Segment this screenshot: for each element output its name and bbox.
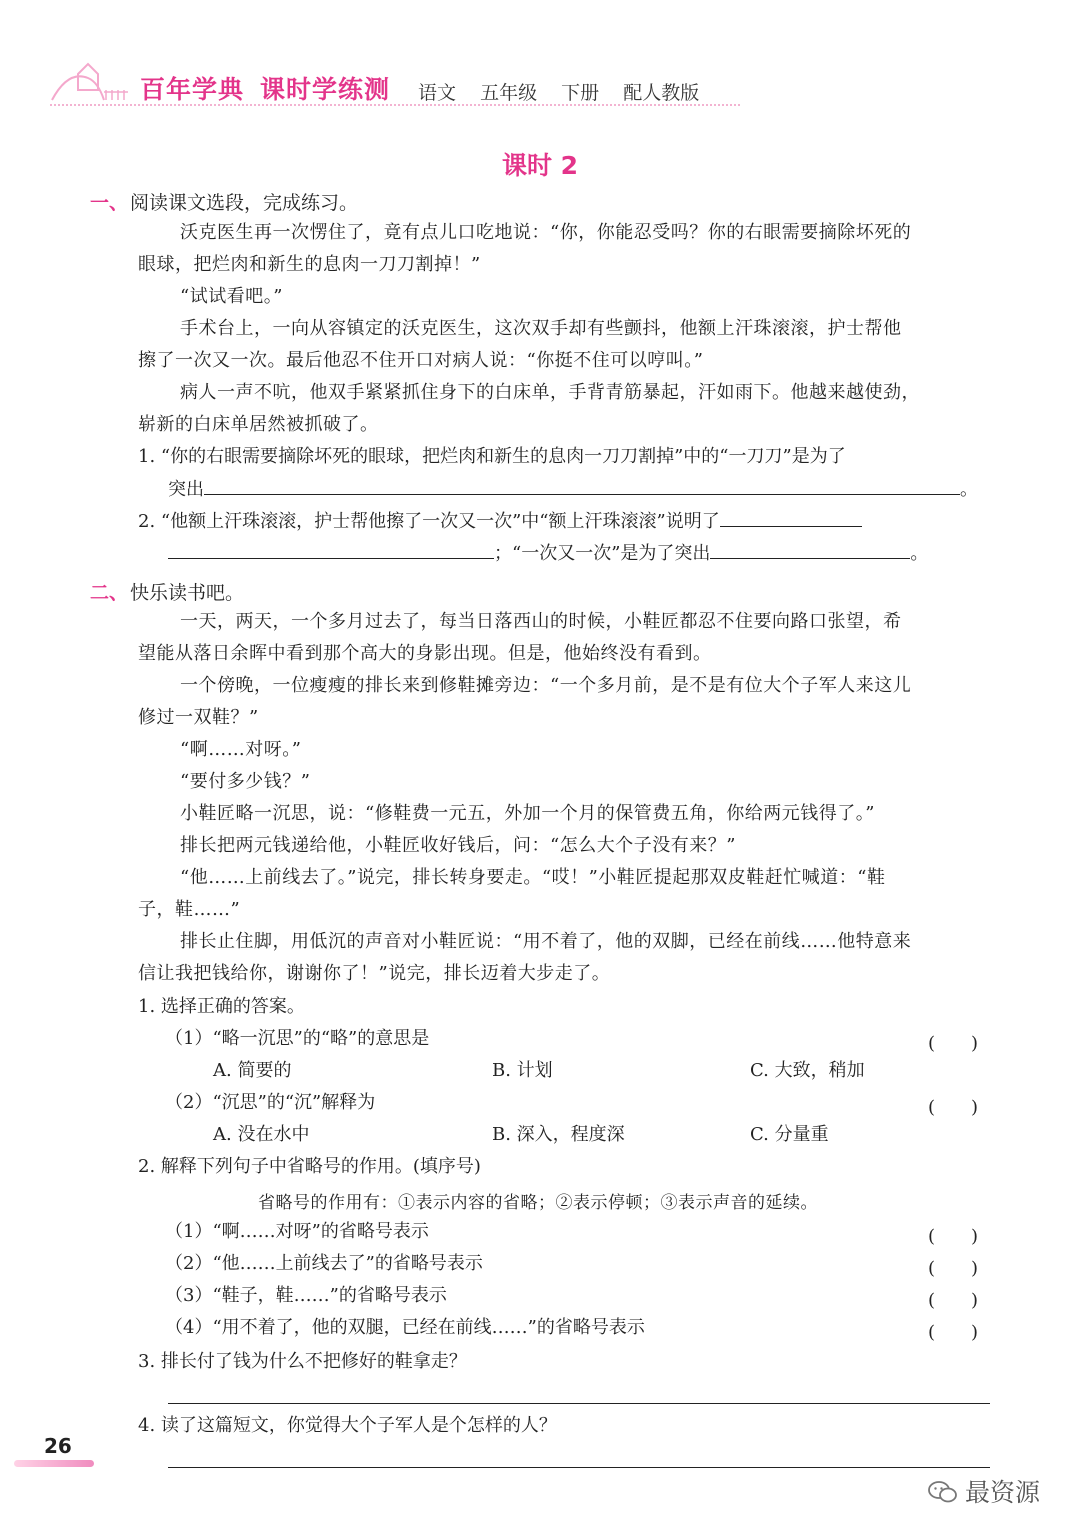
s1-q2-end: 。 [910,543,929,564]
passage2-line: “要付多少钱？” [180,771,311,792]
s1-q2-mid: ；“一次又一次”是为了突出 [494,543,711,564]
ellipsis-hint: 省略号的作用有：①表示内容的省略；②表示停顿；③表示声音的延续。 [258,1193,818,1213]
answer-parenthesis[interactable]: ( ) [928,1322,979,1343]
s2-q2-item: （3）“鞋子，鞋……”的省略号表示 [165,1285,447,1306]
s2-q1-sub1: （1）“略一沉思”的“略”的意思是 [165,1028,430,1049]
s1-q2-text: 2. “他额上汗珠滚滚，护士帮他擦了一次又一次”中“额上汗珠滚滚”说明了 [138,511,720,532]
page-number-bar [14,1460,94,1467]
passage2-line: “啊……对呀。” [180,739,302,760]
s2-question1: 1. 选择正确的答案。 [138,996,305,1017]
answer-parenthesis[interactable]: ( ) [928,1033,979,1054]
header-divider [50,104,740,106]
answer-blank[interactable] [204,474,960,495]
volume-label: 下册 [561,82,600,104]
passage2-line: 小鞋匠略一沉思，说：“修鞋费一元五，外加一个月的保管费五角，你给两元钱得了。” [180,803,875,824]
passage1-line: “试试看吧。” [180,286,283,307]
s1-question1-answer [168,474,978,506]
passage2-line: 信让我把钱给你，谢谢你了！”说完，排长迈着大步走了。 [138,963,611,984]
answer-line[interactable] [168,1403,990,1404]
passage2-line: 一个傍晚，一位瘦瘦的排长来到修鞋摊旁边：“一个多月前，是不是有位大个子军人来这儿 [180,675,912,696]
house-logo-icon [48,60,138,106]
option-a[interactable]: A. 简要的 [213,1060,292,1081]
passage2-line: 望能从落日余晖中看到那个高大的身影出现。但是，他始终没有看到。 [138,643,712,664]
section2-number: 二、 [90,582,129,604]
answer-blank[interactable] [168,538,494,559]
s2-q1-sub2: （2）“沉思”的“沉”解释为 [165,1092,376,1113]
watermark: 最资源 [965,1478,1041,1507]
s1-question2-answer [168,538,928,570]
s1-question1: 1. “你的右眼需要摘除坏死的眼球，把烂肉和新生的息肉一刀刀割掉”中的“一刀刀”是为了 [138,446,846,467]
answer-blank[interactable] [720,506,862,527]
option-c[interactable]: C. 大致，稍加 [750,1060,865,1081]
edition-label: 配人教版 [623,82,700,104]
s1-question2 [138,506,862,538]
option-a[interactable]: A. 没在水中 [213,1124,310,1145]
passage2-line: 修过一双鞋？” [138,707,259,728]
series-name: 课时学练测 [260,75,391,104]
section1-number: 一、 [90,192,129,214]
passage2-line: 子，鞋……” [138,899,241,920]
option-b[interactable]: B. 计划 [492,1060,553,1081]
s2-q2-item: （2）“他……上前线去了”的省略号表示 [165,1253,483,1274]
answer-blank[interactable] [710,538,910,559]
answer-parenthesis[interactable]: ( ) [928,1097,979,1118]
section1-title: 阅读课文选段，完成练习。 [130,192,359,214]
header-brand [140,70,390,106]
answer-line[interactable] [168,1467,990,1468]
answer-parenthesis[interactable]: ( ) [928,1258,979,1279]
wechat-icon [928,1480,958,1504]
passage1-line: 沃克医生再一次愣住了，竟有点儿口吃地说：“你，你能忍受吗？你的右眼需要摘除坏死的 [180,222,912,243]
option-b[interactable]: B. 深入，程度深 [492,1124,625,1145]
s2-question2: 2. 解释下列句子中省略号的作用。(填序号) [138,1156,481,1177]
s2-q2-item: （1）“啊……对呀”的省略号表示 [165,1221,429,1242]
passage1-line: 眼球，把烂肉和新生的息肉一刀刀割掉！” [138,254,481,275]
passage1-line: 崭新的白床单居然被抓破了。 [138,414,379,435]
passage1-line: 擦了一次又一次。最后他忍不住开口对病人说：“你挺不住可以哼叫。” [138,350,704,371]
brand-name: 百年学典 [140,75,245,104]
passage2-line: “他……上前线去了。”说完，排长转身要走。“哎！”小鞋匠提起那双皮鞋赶忙喊道：“鞋 [180,867,886,888]
option-c[interactable]: C. 分量重 [750,1124,829,1145]
passage1-line: 病人一声不吭，他双手紧紧抓住身下的白床单，手背青筋暴起，汗如雨下。他越来越使劲， [180,382,920,403]
lesson-title: 课时 2 [501,151,579,180]
subject-label: 语文 [418,82,457,104]
grade-label: 五年级 [480,82,538,104]
section1-heading [90,188,358,215]
page-number: 26 [44,1434,72,1458]
answer-parenthesis[interactable]: ( ) [928,1290,979,1311]
s2-question4: 4. 读了这篇短文，你觉得大个子军人是个怎样的人？ [138,1415,557,1436]
passage2-line: 排长止住脚，用低沉的声音对小鞋匠说：“用不着了，他的双脚，已经在前线……他特意来 [180,931,912,952]
header-info [418,78,717,105]
s1-q1-end: 。 [960,479,978,500]
s2-q2-item: （4）“用不着了，他的双腿，已经在前线……”的省略号表示 [165,1317,645,1338]
answer-parenthesis[interactable]: ( ) [928,1226,979,1247]
s2-question3: 3. 排长付了钱为什么不把修好的鞋拿走？ [138,1351,467,1372]
section2-heading [90,578,244,605]
passage2-line: 排长把两元钱递给他，小鞋匠收好钱后，问：“怎么大个子没有来？” [180,835,736,856]
passage2-line: 一天，两天，一个多月过去了，每当日落西山的时候，小鞋匠都忍不住要向路口张望，希 [180,611,902,632]
passage1-line: 手术台上，一向从容镇定的沃克医生，这次双手却有些颤抖，他额上汗珠滚滚，护士帮他 [180,318,902,339]
s1-q1-prefix: 突出 [168,479,204,500]
section2-title: 快乐读书吧。 [130,582,245,604]
